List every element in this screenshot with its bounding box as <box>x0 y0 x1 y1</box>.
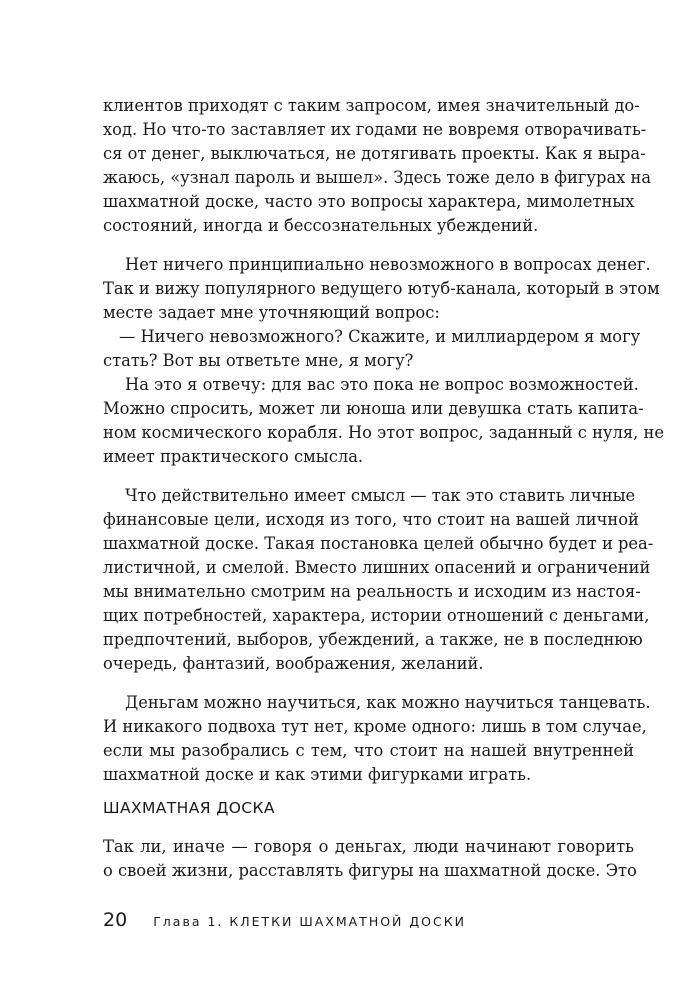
text-line: мы внимательно смотрим на реальность и исходим из настоя- <box>103 582 641 601</box>
text-line: клиентов приходят с таким запросом, имея значительный до- <box>103 96 640 115</box>
text-line: Так ли, иначе — говоря о деньгах, люди начинают говорить <box>103 837 634 856</box>
text-line: о своей жизни, расставлять фигуры на шахматной доске. Это <box>103 861 637 880</box>
text-line: шахматной доске и как этими фигурками играть. <box>103 765 532 784</box>
text-line: ся от денег, выключаться, не дотягивать проекты. Как я выра- <box>103 144 646 163</box>
page-footer <box>103 908 466 932</box>
text-line: ход. Но что-то заставляет их годами не вовремя отворачивать- <box>103 120 647 139</box>
section-heading: ШАХМАТНАЯ ДОСКА <box>103 799 275 817</box>
text-line: И никакого подвоха тут нет, кроме одного: лишь в том случае, <box>103 717 647 736</box>
text-line: щих потребностей, характера, истории отношений с деньгами, <box>103 606 650 625</box>
text-line: шахматной доске, часто это вопросы характера, мимолетных <box>103 192 635 211</box>
text-line: месте задает мне уточняющий вопрос: <box>103 303 440 322</box>
text-line: листичной, и смелой. Вместо лишних опасений и ограничений <box>103 558 651 577</box>
text-line: шахматной доске. Такая постановка целей обычно будет и реа- <box>103 534 654 553</box>
text-line: Можно спросить, может ли юноша или девушка стать капита- <box>103 399 644 418</box>
text-line: жаюсь, «узнал пароль и вышел». Здесь тоже дело в фигурах на <box>103 168 652 187</box>
text-line: финансовые цели, исходя из того, что стоит на вашей личной <box>103 510 639 529</box>
text-line: состояний, иногда и бессознательных убеждений. <box>103 216 539 235</box>
text-line: стать? Вот вы ответьте мне, я могу? <box>103 351 414 370</box>
text-line: очередь, фантазий, воображения, желаний. <box>103 654 484 673</box>
text-line: если мы разобрались с тем, что стоит на нашей внутренней <box>103 741 634 760</box>
text-line: Так и вижу популярного ведущего ютуб-канала, который в этом <box>103 279 660 298</box>
text-line: имеет практического смысла. <box>103 447 364 466</box>
text-line: Что действительно имеет смысл — так это ставить личные <box>125 486 636 505</box>
text-line: — Ничего невозможного? Скажите, и миллиардером я могу <box>119 327 641 346</box>
running-head: Глава 1. КЛЕТКИ ШАХМАТНОЙ ДОСКИ <box>153 914 466 929</box>
text-line: На это я отвечу: для вас это пока не вопрос возможностей. <box>125 375 639 394</box>
text-line: Нет ничего принципиально невозможного в вопросах денег. <box>125 255 651 274</box>
text-line: Деньгам можно научиться, как можно научиться танцевать. <box>125 693 651 712</box>
text-line: ном космического корабля. Но этот вопрос, заданный с нуля, не <box>103 423 664 442</box>
page-number: 20 <box>103 909 128 931</box>
text-line: предпочтений, выборов, убеждений, а также, не в последнюю <box>103 630 643 649</box>
